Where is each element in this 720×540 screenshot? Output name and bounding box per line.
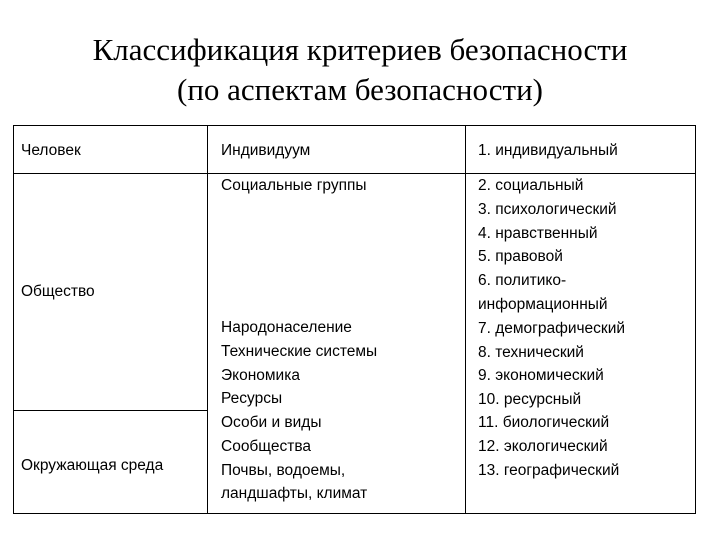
object-item: Народонаселение xyxy=(221,319,352,336)
criteria-item: 8. технический xyxy=(478,343,584,361)
criteria-item: 3. психологический xyxy=(478,200,617,218)
criteria-item: 12. экологический xyxy=(478,437,608,455)
criteria-item: 5. правовой xyxy=(478,248,563,266)
criteria-item: 6. политико- xyxy=(478,272,567,290)
object-item: Социальные группы xyxy=(221,177,367,194)
object-item: Особи и виды xyxy=(221,414,322,431)
object-item: Экономика xyxy=(221,366,300,384)
criteria-item: 9. экономический xyxy=(478,367,604,385)
object-cell-social-groups xyxy=(221,174,367,198)
object-cell-environment xyxy=(221,411,367,506)
object-item: Технические системы xyxy=(221,342,378,360)
criteria-item: 10. ресурсный xyxy=(478,391,582,409)
criteria-item: 2. социальный xyxy=(478,177,584,194)
title-line-1: Классификация критериев безопасности xyxy=(92,32,628,67)
criteria-item: информационный xyxy=(478,295,608,313)
criteria-cell-environment xyxy=(478,411,619,482)
criteria-item: 11. биологический xyxy=(478,414,610,431)
aspect-cell-environment: Окружающая среда xyxy=(21,457,164,474)
column-divider-2 xyxy=(465,126,466,513)
criteria-cell-individual: 1. индивидуальный xyxy=(478,142,618,159)
criteria-item: 4. нравственный xyxy=(478,224,598,242)
object-item: Ресурсы xyxy=(221,390,283,408)
classification-table xyxy=(13,125,696,514)
column-divider-1 xyxy=(207,126,208,513)
title-line-2: (по аспектам безопасности) xyxy=(177,72,543,107)
object-item: Сообщества xyxy=(221,437,312,455)
criteria-item: 7. демографический xyxy=(478,319,626,337)
aspect-cell-society: Общество xyxy=(21,283,95,300)
criteria-item: 13. географический xyxy=(478,461,620,479)
criteria-cell-society xyxy=(478,174,625,412)
object-cell-population xyxy=(221,316,377,411)
row-divider-2 xyxy=(14,410,207,411)
aspect-cell-human: Человек xyxy=(21,142,81,159)
slide-title xyxy=(0,30,720,110)
object-item: ландшафты, климат xyxy=(221,485,368,503)
object-cell-individual: Индивидуум xyxy=(221,142,311,159)
object-item: Почвы, водоемы, xyxy=(221,461,346,479)
